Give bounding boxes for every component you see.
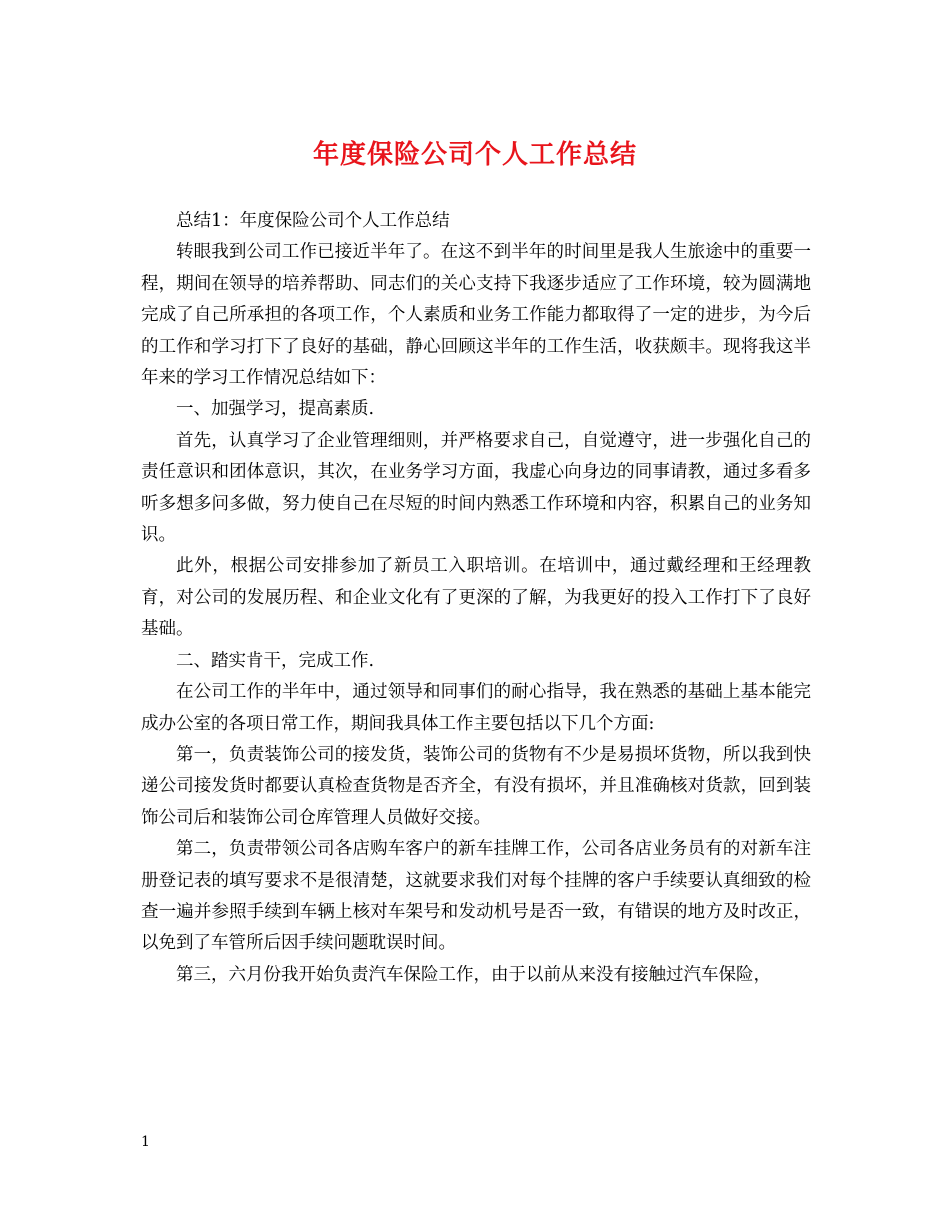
paragraph: 首先，认真学习了企业管理细则，并严格要求自己，自觉遵守，进一步强化自己的责任意识和团体意识，其次，在业务学习方面，我虚心向身边的同事请教，通过多看多听多想多问多做，努力使自己在尽短的时间内熟悉工作环境和内容，积累自己的业务知识。: [141, 430, 811, 546]
paragraph: 总结1：年度保险公司个人工作总结: [176, 211, 450, 231]
section-heading: 二、踏实肯干，完成工作.: [176, 650, 375, 671]
paragraph: 转眼我到公司工作已接近半年了。在这不到半年的时间里是我人生旅途中的重要一程，期间在领导的培养帮助、同志们的关心支持下我逐步适应了工作环境，较为圆满地完成了自己所承担的各项工作，个人素质和业务工作能力都取得了一定的进步，为今后的工作和学习打下了良好的基础，静心回顾这半年的工作生活，收获颇丰。现将我这半年来的学习工作情况总结如下：: [141, 242, 811, 389]
section-heading: 一、加强学习，提高素质.: [176, 399, 375, 420]
document-body: [141, 206, 811, 991]
paragraph: 第二，负责带领公司各店购车客户的新车挂牌工作，公司各店业务员有的对新车注册登记表的填写要求不是很清楚，这就要求我们对每个挂牌的客户手续要认真细致的检查一遍并参照手续到车辆上核对车架号和发动机号是否一致，有错误的地方及时改正，以免到了车管所后因手续问题耽误时间。: [141, 839, 811, 954]
document-title: 年度保险公司个人工作总结: [312, 140, 637, 170]
paragraph: 在公司工作的半年中，通过领导和同事们的耐心指导，我在熟悉的基础上基本能完成办公室的各项日常工作，期间我具体工作主要包括以下几个方面:: [141, 682, 811, 734]
page-number: 1: [141, 1134, 150, 1150]
paragraph: 此外，根据公司安排参加了新员工入职培训。在培训中，通过戴经理和王经理教育，对公司的发展历程、和企业文化有了更深的了解，为我更好的投入工作打下了良好基础。: [141, 556, 811, 640]
paragraph: 第一，负责装饰公司的接发货，装饰公司的货物有不少是易损坏货物，所以我到快递公司接发货时都要认真检查货物是否齐全，有没有损坏，并且准确核对货款，回到装饰公司后和装饰公司仓库管理人员做好交接。: [141, 744, 811, 828]
paragraph: 第三，六月份我开始负责汽车保险工作，由于以前从来没有接触过汽车保险，: [176, 964, 771, 985]
